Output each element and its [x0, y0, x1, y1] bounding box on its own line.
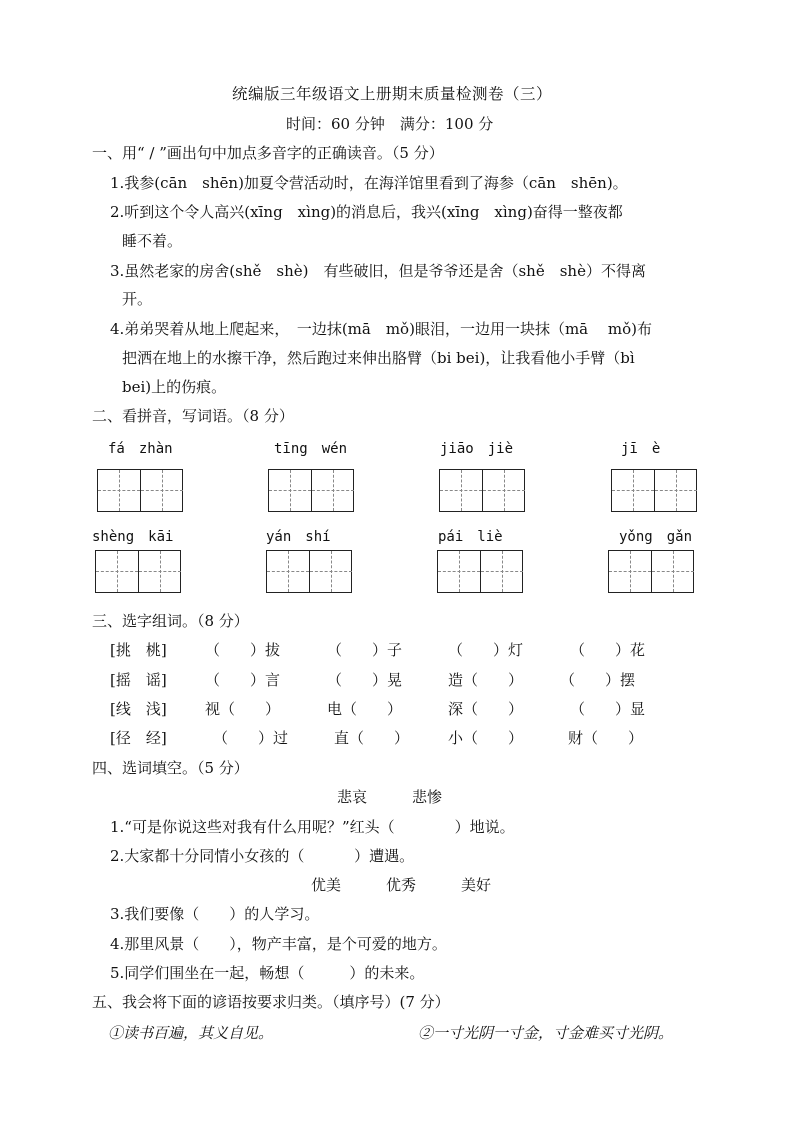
pinyin-label: yán shí [266, 529, 331, 545]
proverb-item: ②一寸光阴一寸金，寸金难买寸光阴。 [418, 1024, 674, 1042]
section-1-item-cont: 把洒在地上的水擦干净，然后跑过来伸出胳臂（bi bei)，让我看他小手臂（bì [122, 349, 635, 367]
fill-blank[interactable]: （ ）言 [205, 671, 281, 689]
pinyin-label: shèng kāi [92, 529, 174, 545]
fill-sentence: 4.那里风景（ ），物产丰富，是个可爱的地方。 [110, 935, 447, 953]
section-3-heading: 三、选字组词。（8 分） [92, 612, 249, 630]
fill-sentence: 1.“可是你说这些对我有什么用呢？”红头（ ）地说。 [110, 818, 515, 836]
fill-sentence: 2.大家都十分同情小女孩的（ ）遭遇。 [110, 847, 415, 865]
fill-blank[interactable]: 视（ ） [205, 700, 281, 718]
section-5-heading: 五、我会将下面的谚语按要求归类。（填序号）(7 分） [92, 993, 450, 1011]
fill-blank[interactable]: （ ）摆 [560, 671, 636, 689]
writing-grid[interactable] [97, 469, 183, 512]
writing-grid[interactable] [439, 469, 525, 512]
exam-info: 时间：60 分钟 满分：100 分 [286, 115, 494, 133]
char-pair: [挑 桃] [110, 641, 167, 659]
word-choices: 优美 优秀 美好 [311, 876, 492, 894]
pinyin-label: tīng wén [274, 441, 348, 457]
writing-grid[interactable] [266, 550, 352, 593]
word-choices: 悲哀 悲惨 [337, 788, 443, 806]
section-1-item: 3.虽然老家的房舍(shě shè) 有些破旧，但是爷爷还是舍（shě shè）不得离 [110, 262, 646, 280]
fill-blank[interactable]: 造（ ） [448, 671, 524, 689]
pinyin-label: jī è [621, 441, 661, 457]
section-1-item-cont: 开。 [122, 290, 153, 308]
writing-grid[interactable] [95, 550, 181, 593]
section-1-item-cont: 睡不着。 [122, 232, 183, 250]
char-pair: [线 浅] [110, 700, 167, 718]
section-2-heading: 二、看拼音，写词语。（8 分） [92, 407, 294, 425]
writing-grid[interactable] [608, 550, 694, 593]
fill-blank[interactable]: 财（ ） [568, 729, 644, 747]
pinyin-label: fá zhàn [108, 441, 173, 457]
fill-blank[interactable]: （ ）拔 [205, 641, 281, 659]
writing-grid[interactable] [268, 469, 354, 512]
page-title: 统编版三年级语文上册期末质量检测卷（三） [232, 85, 553, 103]
fill-sentence: 3.我们要像（ ）的人学习。 [110, 905, 320, 923]
fill-blank[interactable]: 小（ ） [448, 729, 524, 747]
writing-grid[interactable] [437, 550, 523, 593]
fill-sentence: 5.同学们围坐在一起，畅想（ ）的未来。 [110, 964, 425, 982]
pinyin-label: yǒng gǎn [619, 529, 693, 545]
writing-grid[interactable] [611, 469, 697, 512]
section-1-item: 2.听到这个令人高兴(xīng xìng)的消息后，我兴(xīng xìng)奋得一整夜都 [110, 203, 623, 221]
pinyin-label: jiāo jiè [440, 441, 514, 457]
fill-blank[interactable]: （ ）花 [570, 641, 646, 659]
fill-blank[interactable]: 直（ ） [334, 729, 410, 747]
section-4-heading: 四、选词填空。（5 分） [92, 759, 249, 777]
char-pair: [摇 谣] [110, 671, 167, 689]
section-1-item-cont: bei)上的伤痕。 [122, 378, 227, 396]
fill-blank[interactable]: 深（ ） [448, 700, 524, 718]
pinyin-label: pái liè [438, 529, 503, 545]
fill-blank[interactable]: （ ）晃 [327, 671, 403, 689]
fill-blank[interactable]: （ ）显 [570, 700, 646, 718]
section-1-heading: 一、用“ ∕ ”画出句中加点多音字的正确读音。（5 分） [92, 144, 444, 162]
fill-blank[interactable]: （ ）灯 [448, 641, 524, 659]
fill-blank[interactable]: 电（ ） [327, 700, 403, 718]
proverb-item: ①读书百遍，其义自见。 [108, 1024, 274, 1042]
fill-blank[interactable]: （ ）子 [327, 641, 403, 659]
section-1-item: 4.弟弟哭着从地上爬起来， 一边抹(mā mǒ)眼泪，一边用一块抹（mā mǒ)布 [110, 320, 652, 338]
fill-blank[interactable]: （ ）过 [213, 729, 289, 747]
section-1-item: 1.我参(cān shēn)加夏令营活动时，在海洋馆里看到了海参（cān shēn)。 [110, 174, 628, 192]
char-pair: [径 经] [110, 729, 167, 747]
